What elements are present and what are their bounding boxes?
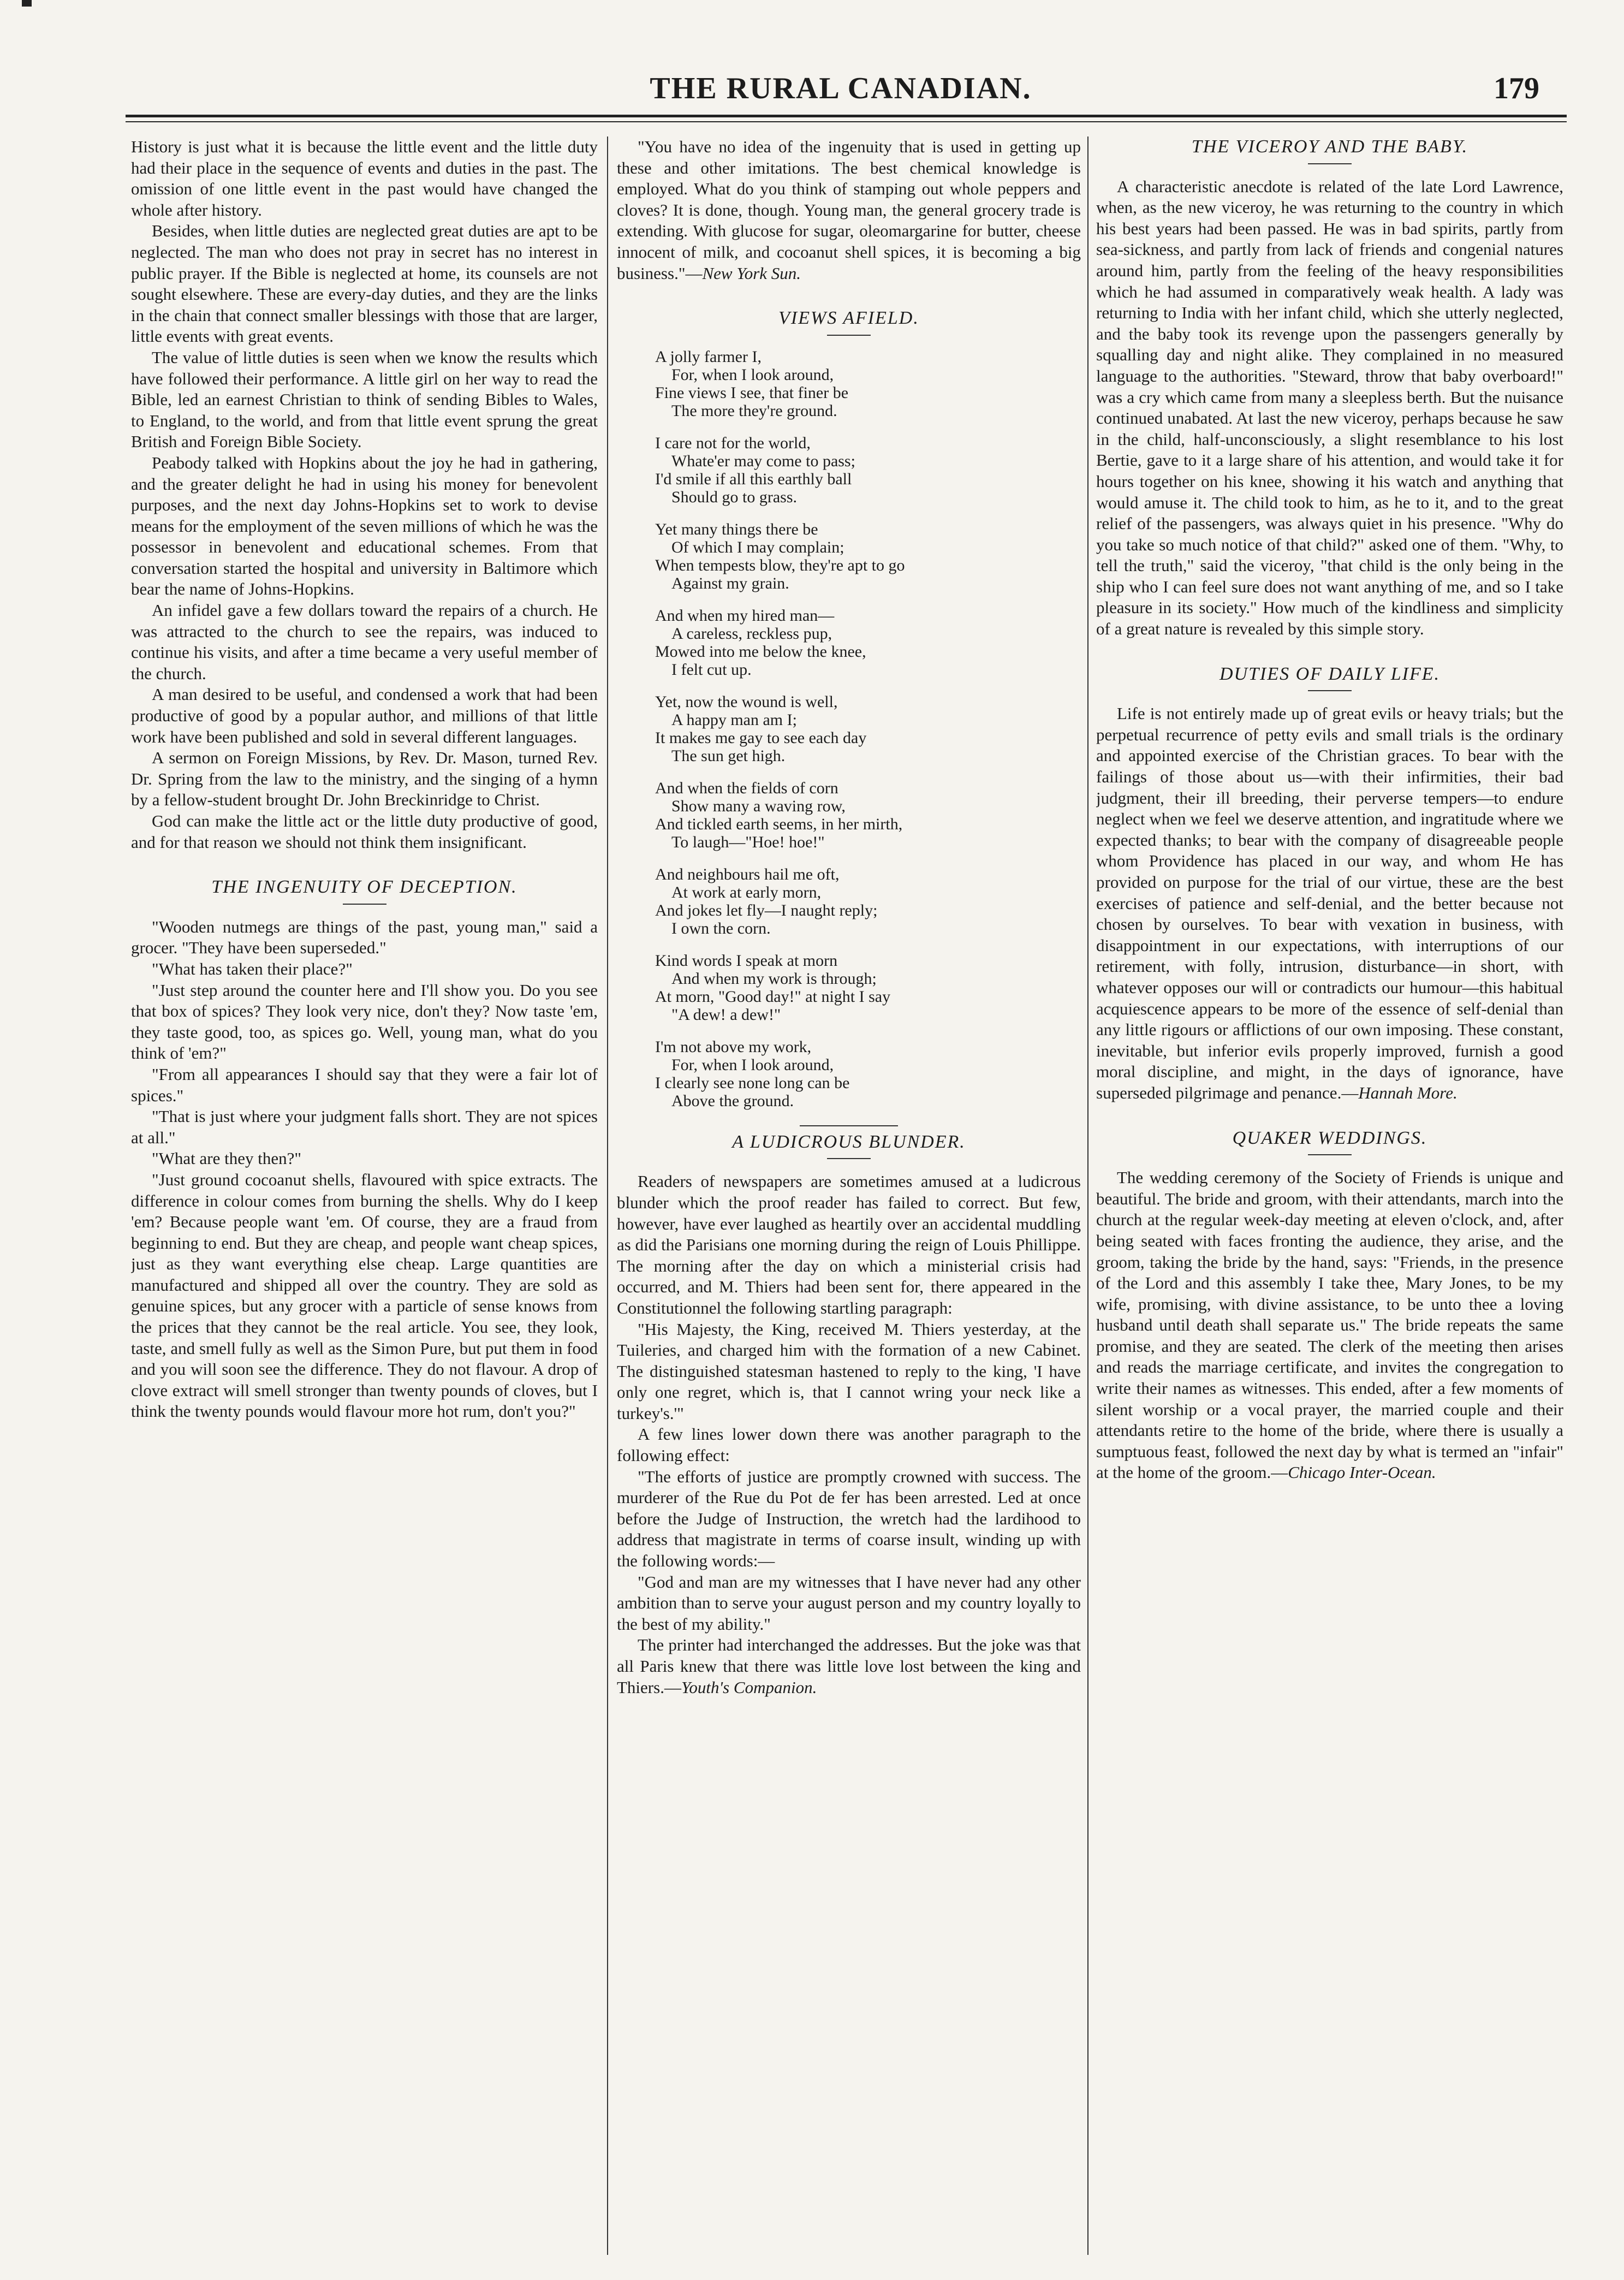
poem-line: I'm not above my work, (655, 1037, 812, 1056)
article-paragraph: History is just what it is because the little event and the little duty had their place in the sequence of events and duties in the past. The omission of one little event in the past would have changed the whole after history. (131, 137, 598, 219)
article-credit: Youth's Companion. (681, 1677, 817, 1697)
heading-rule (1308, 163, 1352, 164)
article-paragraph: "Wooden nutmegs are things of the past, young man," said a grocer. "They have been superseded." (131, 917, 598, 958)
section-rule (800, 1125, 898, 1126)
article-credit: Chicago Inter-Ocean. (1288, 1463, 1436, 1482)
poem-line: Whate'er may come to pass; (671, 452, 855, 470)
poem-line: A happy man am I; (671, 710, 797, 729)
poem-line: Kind words I speak at morn (655, 951, 838, 970)
poem-line: At work at early morn, (671, 883, 822, 901)
poem-line: A jolly farmer I, (655, 347, 762, 366)
article-paragraph: "That is just where your judgment falls short. They are not spices at all." (131, 1107, 598, 1147)
poem-line: At morn, "Good day!" at night I say (655, 987, 891, 1006)
page-number: 179 (1494, 72, 1539, 105)
article-paragraph: "What are they then?" (152, 1149, 302, 1168)
article-heading: VIEWS AFIELD. (778, 308, 919, 329)
poem-line: Of which I may complain; (671, 538, 844, 556)
poem-line: I'd smile if all this earthly ball (655, 470, 852, 488)
poem-line: And tickled earth seems, in her mirth, (655, 815, 903, 833)
poem-line: And when my work is through; (671, 969, 877, 988)
article-paragraph: "The efforts of justice are promptly crowned with success. The murderer of the Rue du Pot de fer has been arrested. Led at once before the Judge of Instruction, the wretch had the lardihood to address that magistrate in terms of coarse insult, winding up with the following words:— (617, 1466, 1081, 1571)
heading-rule (343, 904, 386, 905)
header-rule-thick (126, 115, 1567, 117)
scan-mark (22, 0, 32, 7)
masthead (131, 66, 1550, 115)
heading-rule (1308, 1154, 1352, 1155)
poem-line: Above the ground. (671, 1091, 794, 1110)
column-3 (1096, 136, 1563, 2255)
poem-stanza (655, 607, 1081, 679)
article-paragraph (1096, 703, 1563, 1103)
article-paragraph (617, 136, 1081, 284)
article-paragraph: Peabody talked with Hopkins about the joy he had in gathering, and the greater delight he had in using his money for benevolent purposes, and the next day Johns-Hopkins set to work to devise means for the employment of the seven millions of which he was the possessor in benevolent and educational schemes. From that conversation started the hospital and university in Baltimore which bear the name of Johns-Hopkins. (131, 453, 598, 599)
poem-stanza (655, 434, 1081, 506)
article-paragraph (1096, 1167, 1563, 1483)
article-paragraph: God can make the little act or the little duty productive of good, and for that reason we should not think them insignificant. (131, 811, 598, 852)
paragraph-text: The printer had interchanged the addresses. But the joke was that all Paris knew that there was little love lost between the king and Thiers.— (617, 1635, 1081, 1697)
poem-line: I felt cut up. (671, 660, 752, 679)
article-paragraph: "Just step around the counter here and I'll show you. Do you see that box of spices? They look very nice, don't they? Now taste 'em, they taste good, too, as spices go. Well, young man, what do you think of 'em?" (131, 980, 598, 1063)
poem-line: Yet, now the wound is well, (655, 692, 838, 711)
poem-line: Yet many things there be (655, 520, 818, 538)
poem-line: I own the corn. (671, 919, 771, 937)
column-1 (131, 136, 598, 2255)
article-heading: QUAKER WEDDINGS. (1232, 1127, 1427, 1148)
article-paragraph: An infidel gave a few dollars toward the repairs of a church. He was attracted to the church to see the repairs, was induced to continue his visits, and after a time became a very useful member of the church. (131, 601, 598, 683)
column-divider (1087, 136, 1088, 2255)
article-paragraph: A characteristic anecdote is related of the late Lord Lawrence, when, as the new viceroy, he was returning to the country in which his best years had been passed. He was in bad spirits, partly from sea-sickness, and partly from lack of friends and congenial natures around him, partly from the feeling of the heavy responsibilities which he had assumed in comparatively weak health. A lady was returning to India with her infant child, which she utterly neglected, and the baby took its revenge upon the passengers generally by squalling day and night alike. They complained in no measured language to the authorities. "Steward, throw that baby overboard!" was a cry which came from many a sleepless berth. But the nuisance continued unabated. At last the new viceroy, perhaps because he saw in the child, half-unconsciously, a slight resemblance to his lost Bertie, gave to it a large share of his attention, and would take it for hours together on his knee, showing it his watch and anything that would amuse it. The child took to him, as he to it, and to the great relief of the passengers, was always quiet in his presence. "Why do you take so much notice of that child?" asked one of them. "Why, to tell the truth," said the viceroy, "that child is the only being in the ship who I can feel sure does not want anything of me, and so I take pleasure in its society." How much of the kindliness and simplicity of a great nature is revealed by this simple story. (1096, 176, 1563, 639)
poem-line: And neighbours hail me oft, (655, 865, 840, 883)
newspaper-title: THE RURAL CANADIAN. (650, 72, 1032, 105)
poem-line: Fine views I see, that finer be (655, 383, 849, 402)
poem-stanza (655, 1038, 1081, 1110)
article-paragraph: "What has taken their place?" (152, 959, 353, 978)
poem-line: The more they're ground. (671, 401, 837, 420)
paragraph-text: "You have no idea of the ingenuity that is used in getting up these and other imitations. The best chemical knowledge is employed. What do you think of stamping out whole peppers and cloves? It is done, though. Young man, the general grocery trade is extending. With glucose for sugar, oleomargarine for butter, cheese innocent of milk, and cocoanut shell spices, it is becoming a big business."— (617, 137, 1081, 283)
poem-line: Should go to grass. (671, 488, 798, 506)
poem-line: And when the fields of corn (655, 779, 838, 797)
column-2 (617, 136, 1081, 2255)
article-paragraph: "God and man are my witnesses that I have never had any other ambition than to serve your august person and my country loyally to the best of my ability." (617, 1572, 1081, 1634)
poem-line: Mowed into me below the knee, (655, 642, 866, 661)
paragraph-text: The wedding ceremony of the Society of Friends is unique and beautiful. The bride and groom, with their attendants, march into the church at the regular week-day meeting at eleven o'clock, and, after being seated with faces fronting the audience, they arise, and the groom, taking the bride by the hand, says: "Friends, in the presence of the Lord and this assembly I take thee, Mary Jones, to be my wife, promising, with divine assistance, to be unto thee a loving husband until death shall separate us." The bride repeats the same promise, and they are seated. The clerk of the meeting then arises and reads the marriage certificate, and invites the congregation to write their names as witnesses. This ended, after a few moments of silent worship or a vocal prayer, the married couple and their attendants retire to the home of the bride, where there is usually a sumptuous feast, followed the next day by what is termed an "infair" at the home of the groom.— (1096, 1168, 1563, 1482)
column-divider (607, 136, 608, 2255)
poem-line: And jokes let fly—I naught reply; (655, 901, 878, 919)
article-credit: New York Sun. (702, 263, 801, 283)
article-paragraph: A sermon on Foreign Missions, by Rev. Dr. Mason, turned Rev. Dr. Spring from the law to the ministry, and the singing of a hymn by a fellow-student brought Dr. John Breckinridge to Christ. (131, 748, 598, 810)
article-paragraph: "His Majesty, the King, received M. Thiers yesterday, at the Tuileries, and charged him with the formation of a new Cabinet. The distinguished statesman hastened to reply to the king, 'I have only one regret, which is, that I cannot wring your neck like a turkey's.'" (617, 1319, 1081, 1423)
article-paragraph (617, 1635, 1081, 1698)
poem-line: Show many a waving row, (671, 797, 846, 815)
poem-line: To laugh—"Hoe! hoe!" (671, 833, 825, 851)
article-paragraph: A man desired to be useful, and condensed a work that had been productive of good by a popular author, and millions of that little work have been published and sold in several different languages. (131, 685, 598, 746)
article-paragraph: "Just ground cocoanut shells, flavoured with spice extracts. The difference in colour comes from burning the shells. Why do I keep 'em? Because people want 'em. Of course, they are a fraud from beginning to end. But they are cheap, and people want cheap spices, just as they want everything else cheap. Large quantities are manufactured and shipped all over the country. They are sold as genuine spices, but any grocer with a particle of sense knows from the prices that they cannot be the real article. You see, they look, taste, and smell fully as well as the Simon Pure, but put them in food and you will soon see the difference. They do not flavour. A drop of clove extract will smell stronger than twenty pounds of cloves, but I think the twenty pounds would flavour more hot rum, don't you?" (131, 1169, 598, 1421)
poem-line: For, when I look around, (671, 1055, 834, 1074)
poem-line: I care not for the world, (655, 434, 811, 452)
article-heading: DUTIES OF DAILY LIFE. (1220, 663, 1440, 684)
poem-line: When tempests blow, they're apt to go (655, 556, 905, 574)
poem-line: I clearly see none long can be (655, 1073, 850, 1092)
poem-line: And when my hired man— (655, 606, 835, 625)
poem-stanza (655, 952, 1081, 1024)
article-paragraph: Readers of newspapers are sometimes amused at a ludicrous blunder which the proof reader has failed to correct. But few, however, have ever laughed as heartily over an accidental muddling as did the Parisians one morning during the reign of Louis Phillippe. The morning after the day on which a ministerial crisis had occurred, and M. Thiers had been sent for, there appeared in the Constitutionnel the following startling paragraph: (617, 1172, 1081, 1317)
article-heading: THE VICEROY AND THE BABY. (1191, 136, 1468, 157)
heading-rule (827, 335, 871, 336)
poem-stanza (655, 520, 1081, 592)
poem-stanza (655, 779, 1081, 851)
poem-stanza (655, 865, 1081, 937)
poem (655, 348, 1081, 1110)
poem-line: The sun get high. (671, 746, 786, 765)
article-paragraph: "From all appearances I should say that they were a fair lot of spices." (131, 1064, 598, 1105)
poem-line: It makes me gay to see each day (655, 728, 867, 747)
article-paragraph: The value of little duties is seen when we know the results which have followed their performance. A little girl on her way to read the Bible, led an earnest Christian to think of sending Bibles to Wales, to England, to the world, and from that little event sprung the great British and Foreign Bible Society. (131, 347, 598, 452)
article-paragraph: A few lines lower down there was another paragraph to the following effect: (617, 1424, 1081, 1465)
article-heading: THE INGENUITY OF DECEPTION. (211, 877, 517, 898)
article-credit: Hannah More. (1358, 1083, 1458, 1102)
header-rule-thin (126, 121, 1567, 122)
poem-line: Against my grain. (671, 574, 789, 592)
poem-stanza (655, 693, 1081, 765)
heading-rule (1308, 690, 1352, 691)
heading-rule (827, 1158, 871, 1159)
poem-line: "A dew! a dew!" (671, 1005, 781, 1024)
article-paragraph: Besides, when little duties are neglected great duties are apt to be neglected. The man who does not pray in secret has no interest in public prayer. If the Bible is neglected at home, its counsels are not sought elsewhere. These are every-day duties, and they are the links in the chain that connect smaller blessings with those that are larger, little events with great events. (131, 221, 598, 346)
article-heading: A LUDICROUS BLUNDER. (732, 1131, 966, 1152)
poem-line: For, when I look around, (671, 365, 834, 384)
paragraph-text: Life is not entirely made up of great evils or heavy trials; but the perpetual recurrence of petty evils and small trials is the ordinary and appointed exercise of the Christian graces. To bear with the failings of those about us—with their infirmities, their bad judgment, their ill breeding, their perverse tempers—to endure neglect when we feel we deserve attention, and ingratitude where we expected thanks; to bear with the company of disagreeable people whom Providence has placed in our way, and whom He has provided on purpose for the trial of our virtue, these are the best exercises of patience and self-denial, and the better because not chosen by ourselves. To bear with vexation in business, with disappointment in our expectations, with interruptions of our retirement, with folly, intrusion, disturbance—in short, with whatever opposes our will or contradicts our humour—this habitual acquiescence appears to be more of the essence of self-denial than any little rigours or afflictions of our own imposing. These constant, inevitable, but inferior evils properly improved, furnish a good moral discipline, and might, in the days of ignorance, have superseded pilgrimage and penance.— (1096, 704, 1563, 1102)
poem-stanza (655, 348, 1081, 420)
poem-line: A careless, reckless pup, (671, 624, 832, 643)
